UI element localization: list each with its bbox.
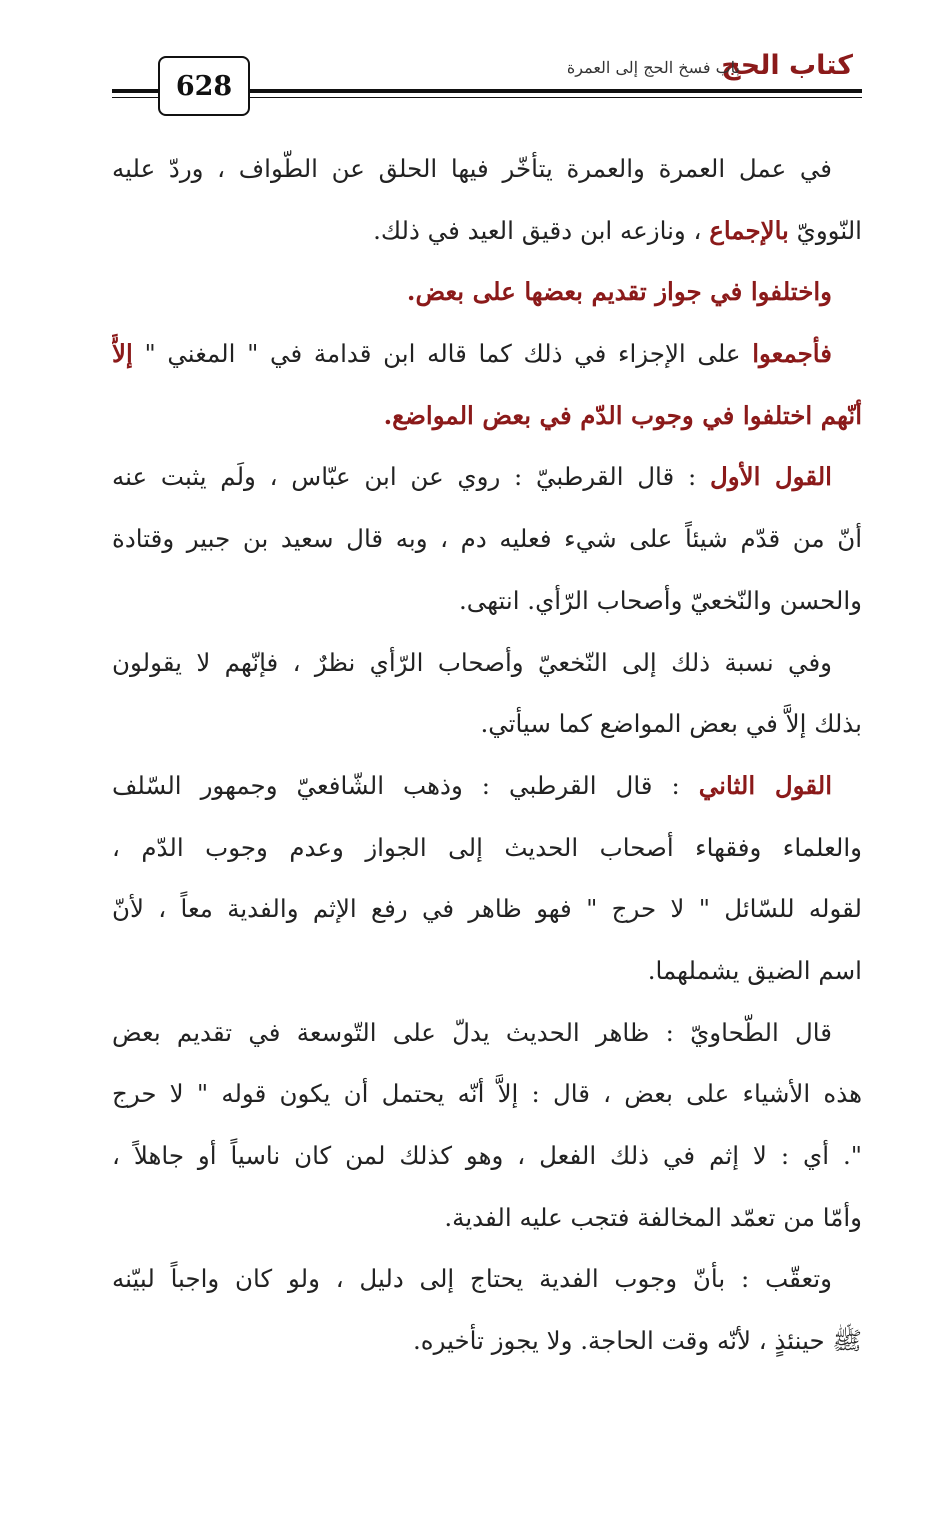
text-line xyxy=(112,570,862,632)
paragraph xyxy=(112,632,862,755)
text-segment: ". أي : لا إثم في ذلك الفعل ، وهو كذلك لمن كان ناسياً أو جاهلاً ، xyxy=(112,1141,862,1170)
paragraph xyxy=(112,138,862,261)
text-segment: على الإجزاء في ذلك كما قاله ابن قدامة في " المغني " xyxy=(132,339,753,369)
text-line xyxy=(112,878,862,940)
text-line xyxy=(112,1125,862,1187)
highlighted-term: القول الثاني xyxy=(698,770,832,800)
text-line xyxy=(112,1063,862,1125)
paragraph xyxy=(112,755,862,1002)
text-line xyxy=(112,755,862,817)
text-line xyxy=(112,261,862,323)
text-segment: والحسن والنّخعيّ وأصحاب الرّأي. انتهى. xyxy=(459,585,862,615)
page-number: 628 xyxy=(158,56,250,116)
paragraph xyxy=(112,1248,862,1371)
text-segment: وأمّا من تعمّد المخالفة فتجب عليه الفدية. xyxy=(444,1202,862,1232)
highlighted-term: واختلفوا في جواز تقديم بعضها على بعض. xyxy=(406,277,832,307)
text-segment: ، ونازعه ابن دقيق العيد في ذلك. xyxy=(373,215,710,245)
chapter-title: باب فسخ الحج إلى العمرة xyxy=(566,58,740,77)
text-line xyxy=(112,385,862,447)
page-header xyxy=(0,0,945,130)
highlighted-term: إلاَّ xyxy=(112,339,133,369)
body-text xyxy=(112,138,862,1372)
text-line xyxy=(112,508,862,570)
text-segment: النّوويّ xyxy=(788,215,862,245)
text-line xyxy=(112,1187,862,1249)
paragraph xyxy=(112,323,862,446)
text-segment: قال الطّحاويّ : ظاهر الحديث يدلّ على التّوسعة في تقديم بعض xyxy=(112,1017,832,1047)
text-segment: : قال القرطبيّ : روي عن ابن عبّاس ، ولَم يثبت عنه xyxy=(112,462,710,492)
highlighted-term: القول الأول xyxy=(709,462,832,492)
text-line xyxy=(112,446,862,508)
text-segment: وتعقّب : بأنّ وجوب الفدية يحتاج إلى دليل ، ولو كان واجباً لبيّنه xyxy=(112,1264,832,1294)
text-line xyxy=(112,632,862,694)
text-segment: أنّ من قدّم شيئاً على شيء فعليه دم ، وبه قال سعيد بن جبير وقتادة xyxy=(112,524,862,554)
text-segment: بذلك إلاَّ في بعض المواضع كما سيأتي. xyxy=(480,709,862,739)
text-line xyxy=(112,323,862,385)
text-line xyxy=(112,138,862,200)
text-line xyxy=(112,1002,862,1064)
text-line xyxy=(112,817,862,879)
text-segment: ﷺ حينئذٍ ، لأنّه وقت الحاجة. ولا يجوز تأخيره. xyxy=(412,1326,862,1356)
text-segment: والعلماء وفقهاء أصحاب الحديث إلى الجواز وعدم وجوب الدّم ، xyxy=(112,832,862,862)
highlighted-term: أنّهم اختلفوا في وجوب الدّم في بعض المواضع. xyxy=(383,400,862,430)
text-segment: لقوله للسّائل " لا حرج " فهو ظاهر في رفع الإثم والفدية معاً ، لأنّ xyxy=(112,894,862,924)
book-title: كتاب الحج xyxy=(721,50,853,81)
text-segment: اسم الضيق يشملهما. xyxy=(647,955,862,985)
highlighted-term: فأجمعوا xyxy=(752,339,832,369)
text-line xyxy=(112,1310,862,1372)
paragraph xyxy=(112,446,862,631)
text-line xyxy=(112,693,862,755)
paragraph xyxy=(112,261,862,323)
text-segment: وفي نسبة ذلك إلى النّخعيّ وأصحاب الرّأي نظرٌ ، فإنّهم لا يقولون xyxy=(112,647,833,677)
text-segment: : قال القرطبي : وذهب الشّافعيّ وجمهور السّلف xyxy=(112,770,699,800)
text-segment: في عمل العمرة والعمرة يتأخّر فيها الحلق عن الطّواف ، وردّ عليه xyxy=(112,154,832,183)
text-line xyxy=(112,1248,862,1310)
highlighted-term: بالإجماع xyxy=(709,215,789,245)
text-line xyxy=(112,940,862,1002)
text-segment: هذه الأشياء على بعض ، قال : إلاَّ أنّه يحتمل أن يكون قوله " لا حرج xyxy=(112,1079,862,1109)
text-line xyxy=(112,200,862,262)
paragraph xyxy=(112,1002,862,1249)
